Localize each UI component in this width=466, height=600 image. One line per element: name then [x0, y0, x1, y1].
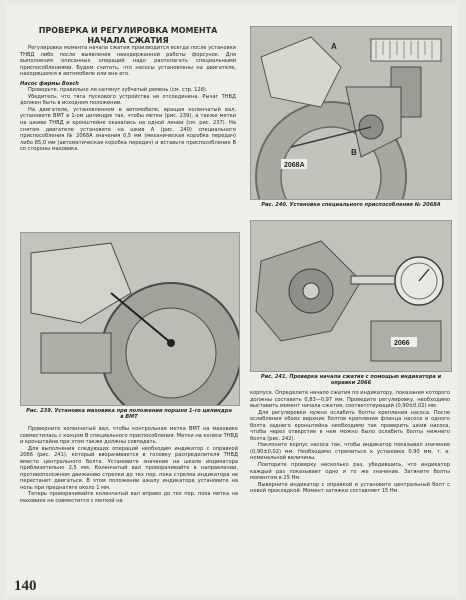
paragraph: Проверните коленчатый вал, чтобы контрольная метка ВМТ на маховике совместилась с концом В специального приспособления. Метки на колесе ТНВД и кронштейне при этом также должны совпадать. — [20, 426, 238, 446]
paragraph: Для регулировки нужно ослабить болты крепления насоса. После ослабления обоих верхних болтов крепления фланца насоса и одного болта заднего кронштейна необходимо так проверить шкив насоса, чтобы через отверстие в нем можно было ослабить болты нижнего болта (рис. 242). — [250, 409, 450, 442]
page-number: 140 — [14, 578, 37, 594]
figure-241-image — [250, 220, 452, 372]
figure-241-caption: Рис. 241. Проверка начала сжатия с помощью индикатора и оправки 2066 — [260, 374, 442, 387]
paragraph: Убедитесь, что тяга пускового устройства не отсоединена. Рычаг ТНВД должен быть в исходном положении. — [20, 93, 236, 107]
svg-text:B: B — [351, 148, 357, 157]
subheading: Насос фирмы Bosch — [20, 80, 79, 87]
paragraph: корпусе. Определите начало сжатия по индикатору, показания которого должны составить 0,83—0,97 мм. Проведите регулировку, необходимо выставить момент начала сжатия, соответствующий (0,90±0,02) мм. — [250, 390, 450, 410]
figure-240-caption: Рис. 240. Установка специального приспособления № 2068А — [261, 202, 441, 208]
figure-239-image — [20, 232, 240, 406]
paragraph: Повторите проверку несколько раз, убедившись, что индикатор каждый раз показывает одно и то же значение. Затяните болты моментом в 25 Нм. — [250, 462, 450, 482]
left-column-top — [20, 26, 236, 153]
figure-241-label: 2066 — [394, 340, 410, 347]
paragraph: Проверьте, правильно ли натянут зубчатый ремень (см. стр. 128). — [28, 87, 208, 94]
section-title: ПРОВЕРКА И РЕГУЛИРОВКА МОМЕНТА НАЧАЛА СЖАТИЯ — [38, 26, 218, 45]
paragraph: Выверните индикатор с оправкой и установите центральный болт с новой прокладкой. Момент затяжки составляет 15 Нм. — [250, 481, 450, 495]
figure-239-caption: Рис. 239. Установка маховика при положении поршня 1-го цилиндра в ВМТ — [26, 408, 232, 421]
paragraph: Для выполнения следующих операций необходим индикатор с оправкой 2066 (рис. 241), который вворачивается в головку распределителя ТНВД вместо центрального болта. Установите значение на шкале индикатора приблизительно 2,5 мм. Коленчатый вал проворачивайте в направлении, противоположном движению стрелки до тех пор, пока стрелка индикатора не перестанет двигаться. В этом положении шкалу индикатора установите на ноль при преднатяге около 1 мм. — [20, 445, 238, 491]
paragraph: Наклоните корпус насоса так, чтобы индикатор показывал значение (0,90±0,02) мм. Необходимо стремиться к установке 0,90 мм, т. е. номинальной величины. — [250, 442, 450, 462]
paragraph: Теперь проворачивайте коленчатый вал вправо до тех пор, пока метка на маховике не совместится с меткой на — [20, 491, 238, 505]
right-column-bottom — [250, 390, 450, 495]
paragraph: На двигателе, установленном в автомобиле, вращая коленчатый вал, установите ВМТ в 1-ом цилиндре так, чтобы метки (рис. 239), а также метки на шкиве ТНВД и кронштейне оказались на одной линии (см. рис. 237). На снятом двигателе установите на шкив А (рис. 240) специального приспособления № 2068А значения 0,5 мм (механическая коробка передач) либо 85,0 мм (автоматическая коробка передач) и вставьте приспособление В со стороны маховика. — [20, 106, 236, 153]
figure-240-label: 2068А — [284, 162, 305, 169]
left-column-bottom — [20, 426, 238, 505]
document-page — [6, 4, 458, 596]
svg-text:A: A — [331, 42, 337, 51]
paragraph: Регулировка момента начала сжатия производится всегда после установки ТНВД либо после выявления неиздержанной работы форсунок. Для выполнения описанных операций надо располагать специальными приспособлениями. Будем считать, что насосы установлены на двигателе, находящемся в автомобиле или вне его. — [20, 45, 236, 78]
figure-240-image — [250, 26, 452, 200]
